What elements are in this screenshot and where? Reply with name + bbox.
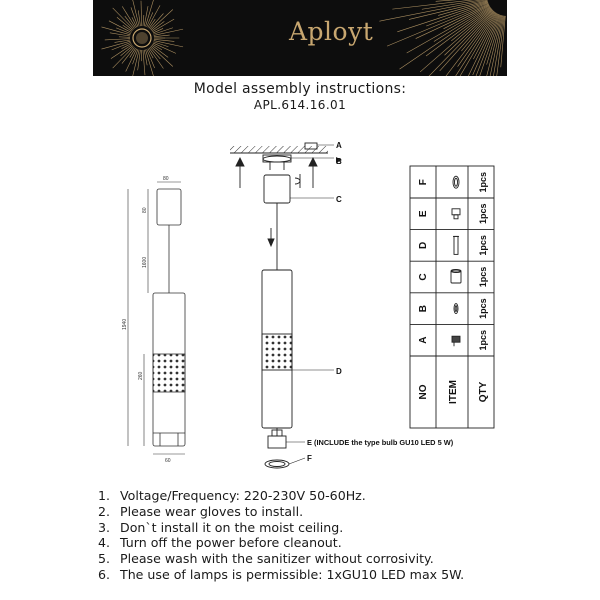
table-cell-no: F — [418, 179, 429, 186]
table-cell-qty: 1pcs — [478, 171, 488, 193]
callout-e: E (INCLUDE the type bulb GU10 LED 5 W) — [307, 438, 454, 447]
instruction-item — [98, 535, 464, 551]
table-cell-qty: 1pcs — [478, 329, 488, 351]
table-header-item: ITEM — [448, 380, 459, 404]
dim-canopy-height: 80 — [142, 207, 148, 213]
instruction-number: 5. — [98, 551, 111, 567]
instruction-item — [98, 551, 464, 567]
instruction-text: The use of lamps is permissible: 1xGU10 LED max 5W. — [120, 566, 465, 582]
table-cell-qty: 1pcs — [478, 203, 488, 225]
screw-anchor-icon — [452, 336, 460, 346]
dim-canopy-width: 80 — [163, 176, 169, 182]
table-cell-no: B — [418, 304, 429, 313]
dim-cable-length: 1600 — [142, 256, 148, 268]
callout-b: B — [336, 157, 342, 166]
instruction-text: Voltage/Frequency: 220-230V 50-60Hz. — [120, 488, 366, 503]
assembly-diagram — [0, 118, 600, 488]
dim-total-height: 1940 — [122, 318, 128, 330]
tube-body-icon — [453, 236, 459, 254]
canopy-cup-icon — [451, 270, 461, 284]
instruction-text: Turn off the power before cleanout. — [120, 535, 342, 551]
callout-a: A — [336, 141, 342, 150]
canopy-c — [264, 175, 290, 203]
instruction-number: 6. — [98, 566, 111, 582]
gu10-socket-icon — [452, 209, 460, 219]
table-header-qty: QTY — [478, 381, 489, 403]
table-header-no: NO — [418, 384, 429, 400]
dimension-drawing — [128, 182, 185, 454]
instructions-list — [98, 488, 464, 583]
instruction-item — [98, 567, 464, 583]
page-title: Model assembly instructions: — [193, 81, 407, 97]
model-number: APL.614.16.01 — [253, 98, 347, 112]
dim-body-length: 260 — [138, 371, 144, 380]
instruction-item — [98, 504, 464, 520]
ceiling-hatch — [230, 146, 328, 153]
dim-body-diameter: 60 — [165, 458, 171, 464]
instruction-text: Please wash with the sanitizer without corrosivity. — [120, 551, 434, 567]
instruction-number: 2. — [98, 503, 111, 519]
table-cell-no: C — [418, 273, 429, 281]
instruction-item — [98, 488, 464, 504]
ring-icon — [454, 304, 458, 314]
socket-e — [268, 436, 286, 448]
instruction-number: 1. — [98, 488, 111, 503]
callout-d: D — [336, 367, 342, 376]
exploded-drawing — [230, 143, 334, 468]
hatched-sleeve — [153, 354, 185, 392]
callout-f: F — [307, 454, 312, 463]
table-cell-qty: 1pcs — [478, 266, 488, 288]
table-cell-qty: 1pcs — [478, 298, 488, 319]
table-cell-qty: 1pcs — [478, 235, 488, 256]
instruction-text: Please wear gloves to install. — [120, 503, 304, 519]
table-cell-no: D — [418, 241, 429, 250]
instruction-item — [98, 520, 464, 536]
instruction-number: 3. — [98, 519, 111, 535]
canopy-outline — [157, 189, 181, 225]
table-cell-no: A — [418, 336, 429, 344]
callout-c: C — [336, 195, 342, 204]
instruction-text: Don`t install it on the moist ceiling. — [120, 519, 344, 535]
brand-banner — [93, 0, 507, 76]
table-cell-no: E — [418, 210, 429, 218]
hatched-sleeve-d — [262, 334, 292, 370]
brand-name: Aployt — [289, 17, 374, 46]
instruction-number: 4. — [98, 535, 111, 551]
trim-ring-icon — [453, 176, 459, 188]
